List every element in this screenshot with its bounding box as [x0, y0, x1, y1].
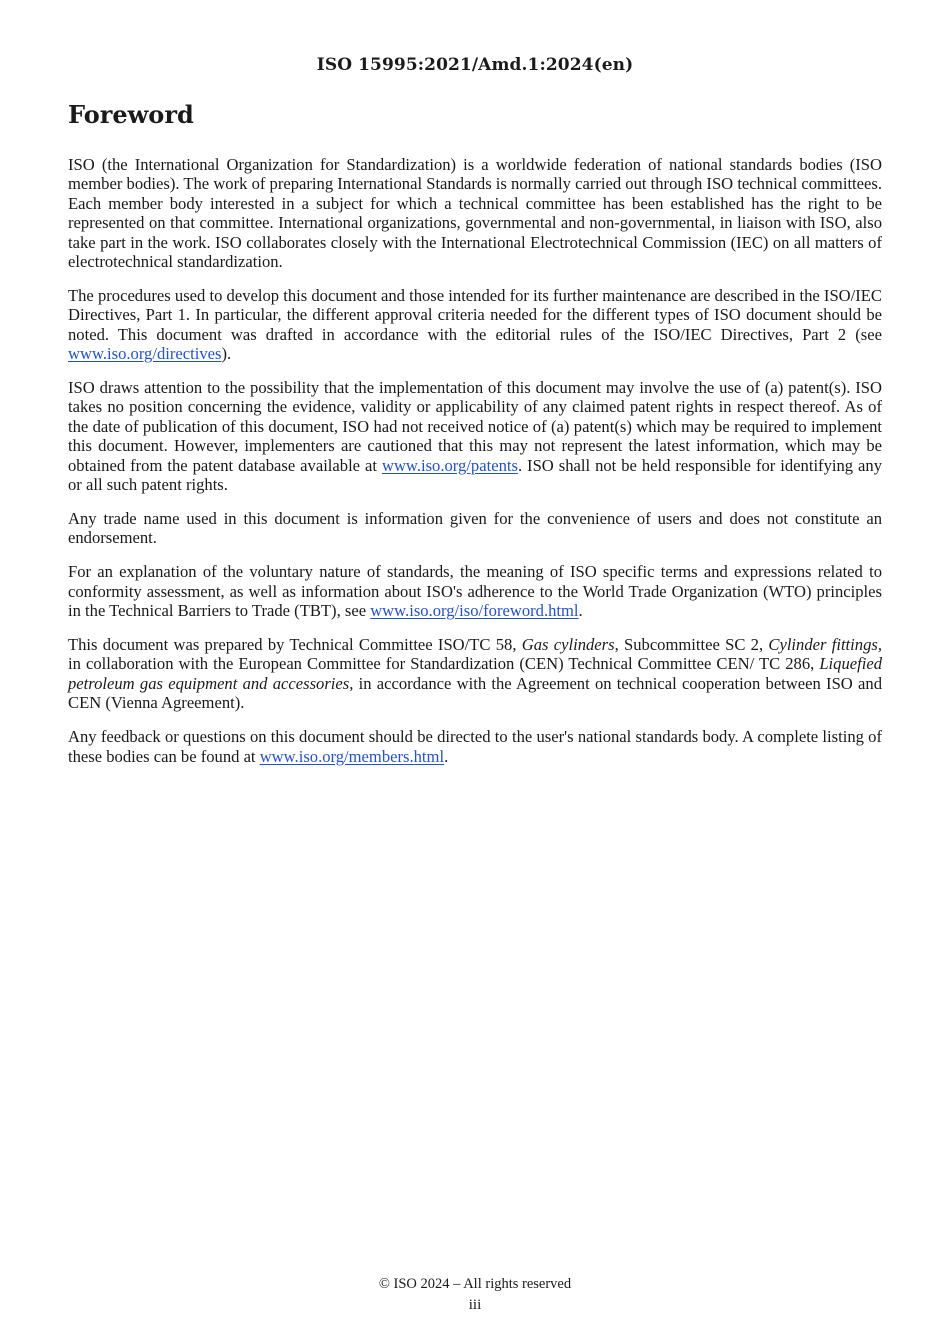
paragraph-text: ISO (the International Organization for Standardization) is a worldwide federation of national standards bodies (ISO member bodies). The work of preparing International Standards is normally carried out through ISO technical committees. Each member body interested in a subject for which a technical committee has been established has the right to be represented on that committee. International organizations, governmental and non-governmental, in liaison with ISO, also take part in the work. ISO collaborates closely with the International Electrotechnical Commission (IEC) on all matters of electrotechnical standardization. — [68, 155, 882, 272]
paragraph-procedures — [68, 286, 882, 364]
document-identifier: ISO 15995:2021/Amd.1:2024(en) — [316, 55, 634, 75]
paragraph-text: in collaboration with the European Committee for Standardization (CEN) Technical Committee CEN/ TC 286, — [68, 654, 820, 674]
paragraph-text: Any trade name used in this document is information given for the convenience of users and does not constitute an endorsement. — [68, 509, 882, 548]
copyright-footer: © ISO 2024 – All rights reserved — [378, 1276, 572, 1292]
cen-committee-name-italic: Liquefied petroleum gas equipment and accessories — [68, 654, 882, 693]
paragraph-text: , Subcommittee SC 2, — [614, 635, 769, 655]
paragraph-feedback — [68, 727, 882, 766]
patents-link[interactable]: www.iso.org/patents — [381, 455, 518, 475]
paragraph-text: For an explanation of the voluntary nature of standards, the meaning of ISO specific terms and expressions related to conformity assessment, as well as information about ISO's adherence to the World Trade Organization (WTO) principles in the Technical Barriers to Trade (TBT), see — [68, 562, 882, 621]
paragraph-text: Any feedback or questions on this document should be directed to the user's national standards body. A complete listing of these bodies can be found at — [68, 727, 882, 766]
paragraph-text: The procedures used to develop this document and those intended for its further maintenance are described in the ISO/IEC Directives, Part 1. In particular, the different approval criteria needed for the different types of ISO document should be noted. This document was drafted in accordance with the editorial rules of the ISO/IEC Directives, Part 2 (see — [68, 285, 882, 344]
paragraph-committee — [68, 635, 882, 713]
foreword-body — [68, 155, 882, 780]
paragraph-text: , in accordance with the Agreement on technical cooperation between ISO and CEN (Vienna Agreement). — [68, 673, 882, 713]
directives-link[interactable]: www.iso.org/directives — [68, 344, 222, 364]
members-link[interactable]: www.iso.org/members.html — [259, 746, 445, 766]
paragraph-iso-overview — [68, 155, 882, 271]
paragraph-voluntary-nature — [68, 562, 882, 620]
page-number: iii — [468, 1297, 482, 1313]
section-heading: Foreword — [68, 100, 194, 129]
paragraph-trade-names — [68, 509, 882, 548]
paragraph-text: . ISO shall not be held responsible for identifying any or all such patent rights. — [68, 455, 883, 495]
paragraph-text: ). — [221, 344, 232, 364]
paragraph-text: ISO draws attention to the possibility that the implementation of this document may involve the use of (a) patent(s). ISO takes no position concerning the evidence, validity or applicability of any claimed patent rights in respect thereof. As of the date of publication of this document, ISO had not received notice of (a) patent(s) which may be required to implement this document. However, implementers are cautioned that this may not represent the latest information, which may be obtained from the patent database available at — [68, 378, 882, 475]
paragraph-text: This document was prepared by Technical Committee ISO/TC 58, — [68, 635, 522, 655]
paragraph-text: . — [444, 746, 449, 766]
subcommittee-name-italic: Cylinder fittings, — [768, 635, 882, 655]
paragraph-patents — [68, 378, 882, 494]
committee-name-italic: Gas cylinders — [521, 635, 615, 655]
foreword-link[interactable]: www.iso.org/iso/foreword.html — [370, 601, 579, 621]
paragraph-text: . — [578, 601, 583, 621]
